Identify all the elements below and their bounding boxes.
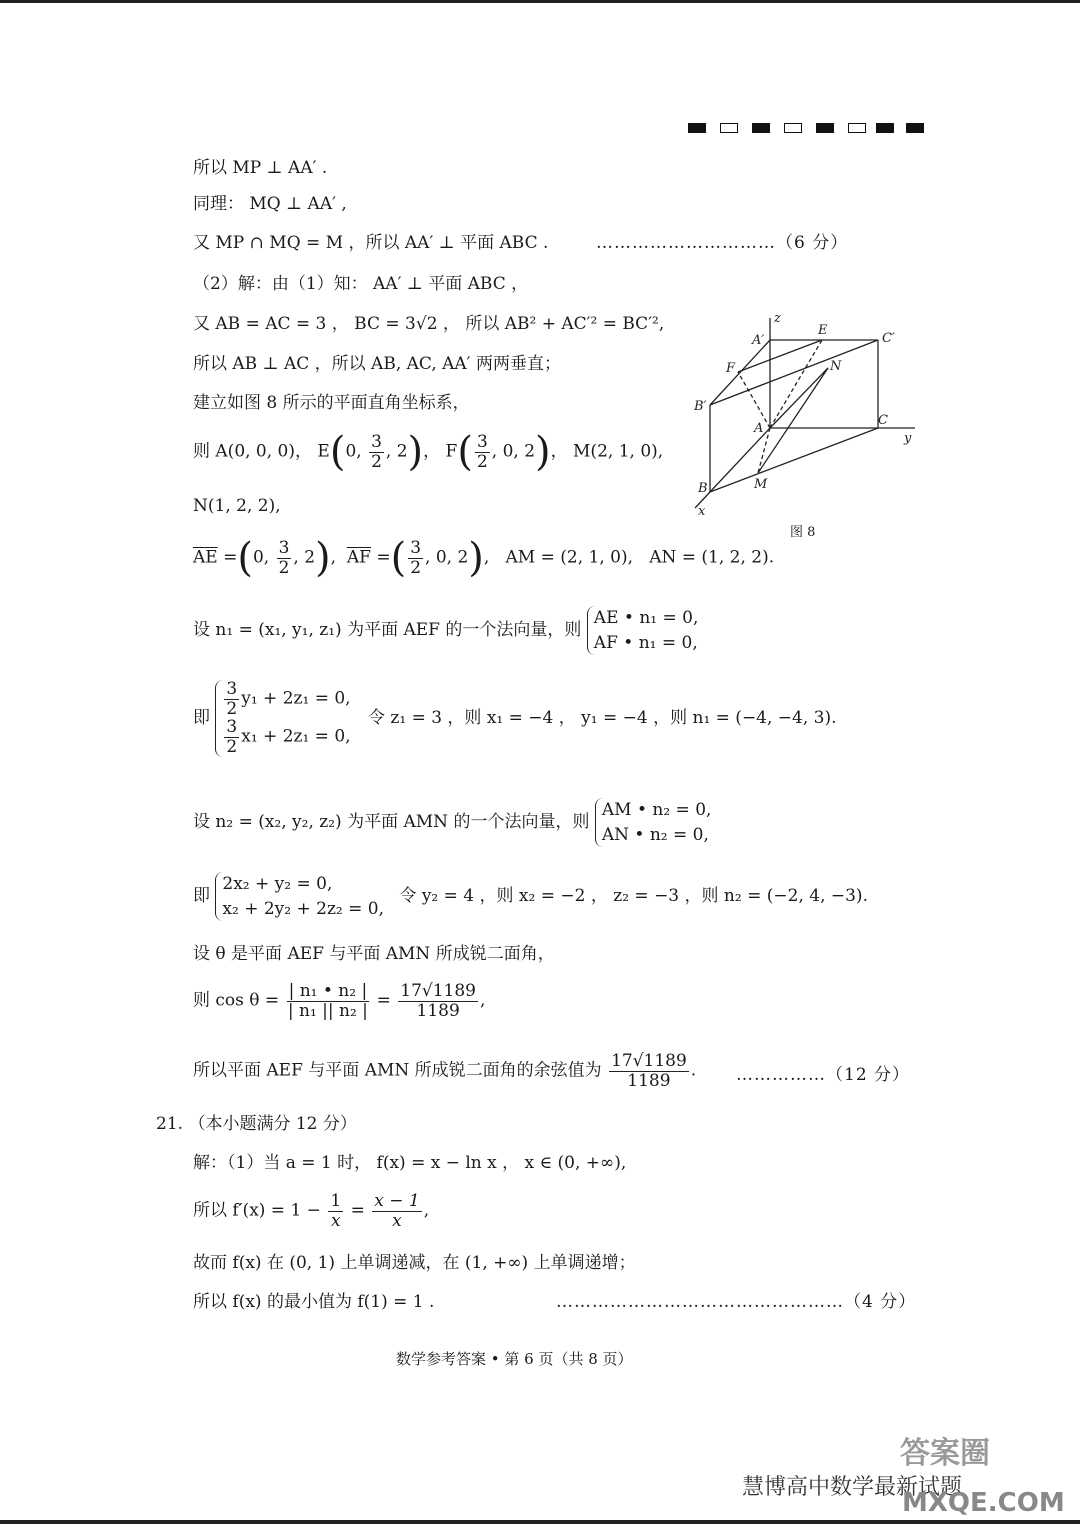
sys1-eq2: x₁ + 2z₁ = 0, bbox=[241, 727, 351, 748]
line-system1 bbox=[193, 680, 837, 757]
svg-text:B′: B′ bbox=[694, 399, 707, 414]
svg-text:C′: C′ bbox=[882, 331, 895, 346]
line-n2-intro bbox=[193, 798, 711, 847]
watermark-logo-cn: 答案圈 bbox=[900, 1436, 990, 1471]
svg-text:A′: A′ bbox=[752, 333, 765, 348]
sys2-eq2: x₂ + 2y₂ + 2z₂ = 0, bbox=[222, 898, 385, 919]
n2-system bbox=[595, 798, 712, 847]
q21-title: 21. （本小题满分 12 分） bbox=[156, 1114, 357, 1134]
svg-text:x: x bbox=[698, 504, 706, 519]
svg-text:B: B bbox=[698, 481, 708, 496]
frac-3-2: $\frac{3}{2}$ bbox=[476, 431, 488, 472]
coord-f: ， F bbox=[423, 441, 458, 462]
cos-num: | n₁ • n₂ | bbox=[288, 981, 368, 1001]
svg-text:F: F bbox=[726, 361, 736, 376]
vec-an: AN = (1, 2, 2). bbox=[649, 547, 775, 568]
svg-text:y: y bbox=[904, 431, 912, 446]
frac-3-2: $\frac{3}{2}$ bbox=[226, 679, 238, 719]
q21-line4: 所以 f(x) 的最小值为 f(1) = 1 . bbox=[193, 1292, 435, 1312]
sys2-eq1: 2x₂ + y₂ = 0, bbox=[222, 874, 333, 894]
figure-caption: 图 8 bbox=[790, 525, 816, 540]
line-part2: （2）解：由（1）知： AA′ ⊥ 平面 ABC ， bbox=[193, 274, 529, 294]
q21-line3: 故而 f(x) 在 (0, 1) 上单调递减，在 (1, +∞) 上单调递增； bbox=[193, 1253, 636, 1273]
score-4: …………………………………………（4 分） bbox=[556, 1292, 917, 1312]
vec-af-label: $\overline{AF}$ bbox=[346, 547, 371, 568]
line-ab-ac bbox=[193, 316, 664, 333]
sys2-label: 即 bbox=[193, 886, 210, 907]
line-conclusion: 所以平面 AEF 与平面 AMN 所成锐二面角的余弦值为 $\frac{17√1189}{1189}$ . bbox=[193, 1051, 697, 1091]
line-n1-intro bbox=[193, 606, 698, 655]
svg-text:C: C bbox=[878, 413, 888, 428]
q21-deriv-a: 所以 f′(x) = 1 − bbox=[193, 1200, 321, 1221]
svg-text:N: N bbox=[830, 359, 842, 374]
cos-frac bbox=[287, 982, 370, 1020]
coord-m: ， M(2, 1, 0), bbox=[550, 441, 664, 462]
frac-xminus1-x: $\frac{x - 1}{x}$ bbox=[374, 1191, 420, 1231]
cos-den: | n₁ || n₂ | bbox=[287, 1000, 368, 1021]
cos-value bbox=[398, 982, 478, 1020]
n2-eq2: AN • n₂ = 0, bbox=[601, 824, 709, 845]
line-aa-perp-plane: 又 MP ∩ MQ = M ，所以 AA′ ⊥ 平面 ABC . bbox=[193, 233, 549, 253]
sys2-brace bbox=[215, 872, 384, 921]
line-system2 bbox=[193, 872, 868, 921]
n1-eq2: AF • n₁ = 0, bbox=[593, 632, 698, 653]
line-similarly: 同理： MQ ⊥ AA′ , bbox=[193, 194, 347, 214]
conclusion-text: 所以平面 AEF 与平面 AMN 所成锐二面角的余弦值为 bbox=[193, 1060, 602, 1081]
sys1-eq1: y₁ + 2z₁ = 0, bbox=[241, 688, 351, 709]
line-vectors: $\overline{AE} =(0$, $\frac{3}{2}$ , 2), $\overline{AF}$ =( $\frac{3}{2}$ , 0, 2), AM = (2, 1, 0), AN = (1, 2, 2). bbox=[193, 535, 775, 581]
cos-value-num: 17√1189 bbox=[400, 981, 476, 1001]
conclusion-value-den: 1189 bbox=[627, 1070, 671, 1091]
x-axis bbox=[695, 428, 770, 508]
q21-deriv-c: , bbox=[423, 1200, 430, 1221]
score-12: ……………（12 分） bbox=[736, 1065, 911, 1085]
line-coord-system: 建立如图 8 所示的平面直角坐标系， bbox=[193, 393, 470, 413]
coord-a-e: 则 A(0, 0, 0)， E bbox=[193, 441, 330, 462]
frac-1-x: $\frac{1}{x}$ bbox=[330, 1191, 342, 1231]
frac-3-2: $\frac{3}{2}$ bbox=[278, 537, 290, 578]
frac-3-2: $\frac{3}{2}$ bbox=[226, 717, 238, 758]
score-6: …………………………（6 分） bbox=[596, 233, 849, 253]
vec-ae-label: $\overline{AE}$ bbox=[193, 547, 218, 568]
q21-line2 bbox=[193, 1192, 429, 1230]
svg-text:E: E bbox=[818, 323, 828, 338]
q21-line1: 解：（1）当 a = 1 时， f(x) = x − ln x ， x ∈ (0, +∞), bbox=[193, 1153, 627, 1173]
line-cos: 则 cos θ = $\frac{\text{| n₁ • n₂ |}}{\text{| n₁ || n₂ |}}$ = $\frac{17√1189}{1189}$ , bbox=[193, 981, 486, 1021]
bottom-rule bbox=[0, 1520, 1080, 1524]
sys1-solution: 令 z₁ = 3 ，则 x₁ = −4 ， y₁ = −4 ，则 n₁ = (−4, −4, 3). bbox=[367, 707, 837, 728]
sys1-label: 即 bbox=[193, 707, 210, 728]
cos-value-den: 1189 bbox=[416, 1000, 460, 1021]
figure-8 bbox=[690, 310, 930, 550]
cos-label: 则 cos θ = bbox=[193, 990, 280, 1011]
vec-am: AM = (2, 1, 0), bbox=[505, 547, 633, 568]
line-n-coord: N(1, 2, 2), bbox=[193, 496, 281, 516]
frac-3-2: $\frac{3}{2}$ bbox=[371, 431, 382, 472]
q21-deriv-b: = bbox=[350, 1200, 365, 1221]
n2-eq1: AM • n₂ = 0, bbox=[601, 800, 712, 820]
cos-eq: = bbox=[376, 990, 391, 1011]
frac-3-2: $\frac{3}{2}$ bbox=[410, 537, 422, 578]
top-rule bbox=[0, 0, 1080, 3]
line-ab-ac-b: 所以 AB² + AC′² = BC′², bbox=[465, 314, 665, 334]
line-theta: 设 θ 是平面 AEF 与平面 AMN 所成锐二面角， bbox=[193, 944, 555, 964]
n2-intro-text: 设 n₂ = (x₂, y₂, z₂) 为平面 AMN 的一个法向量，则 bbox=[193, 812, 590, 833]
n1-intro-text: 设 n₁ = (x₁, y₁, z₁) 为平面 AEF 的一个法向量，则 bbox=[193, 620, 582, 641]
line-coords: 则 A(0, 0, 0)， E(0, $\frac{3}{2}$ , 2)， F( $\frac{3}{2}$ , 0, 2)， M(2, 1, 0), bbox=[193, 429, 664, 475]
sys2-solution: 令 y₂ = 4 ，则 x₂ = −2 ， z₂ = −3 ，则 n₂ = (−2, 4, −3). bbox=[399, 886, 868, 907]
sys1-brace bbox=[215, 680, 350, 757]
watermark-text: 慧博高中数学最新试题 bbox=[742, 1475, 963, 1500]
conclusion-value-num: 17√1189 bbox=[611, 1051, 687, 1071]
line-perpendicular: 所以 AB ⊥ AC ，所以 AB, AC, AA′ 两两垂直； bbox=[193, 354, 561, 374]
svg-text:M: M bbox=[754, 477, 768, 492]
svg-text:A: A bbox=[754, 421, 764, 436]
n1-eq1: AE • n₁ = 0, bbox=[593, 608, 699, 628]
watermark-logo: MXQE.COM bbox=[902, 1488, 1065, 1518]
line-mp-perp: 所以 MP ⊥ AA′ . bbox=[193, 158, 328, 178]
line-ab-ac-a: 又 AB = AC = 3 ， BC = 3√2 ， bbox=[193, 314, 460, 334]
svg-text:z: z bbox=[774, 311, 781, 326]
n1-system bbox=[587, 606, 699, 655]
page-footer: 数学参考答案 • 第 6 页（共 8 页） bbox=[396, 1350, 633, 1368]
conclusion-value bbox=[609, 1052, 689, 1090]
